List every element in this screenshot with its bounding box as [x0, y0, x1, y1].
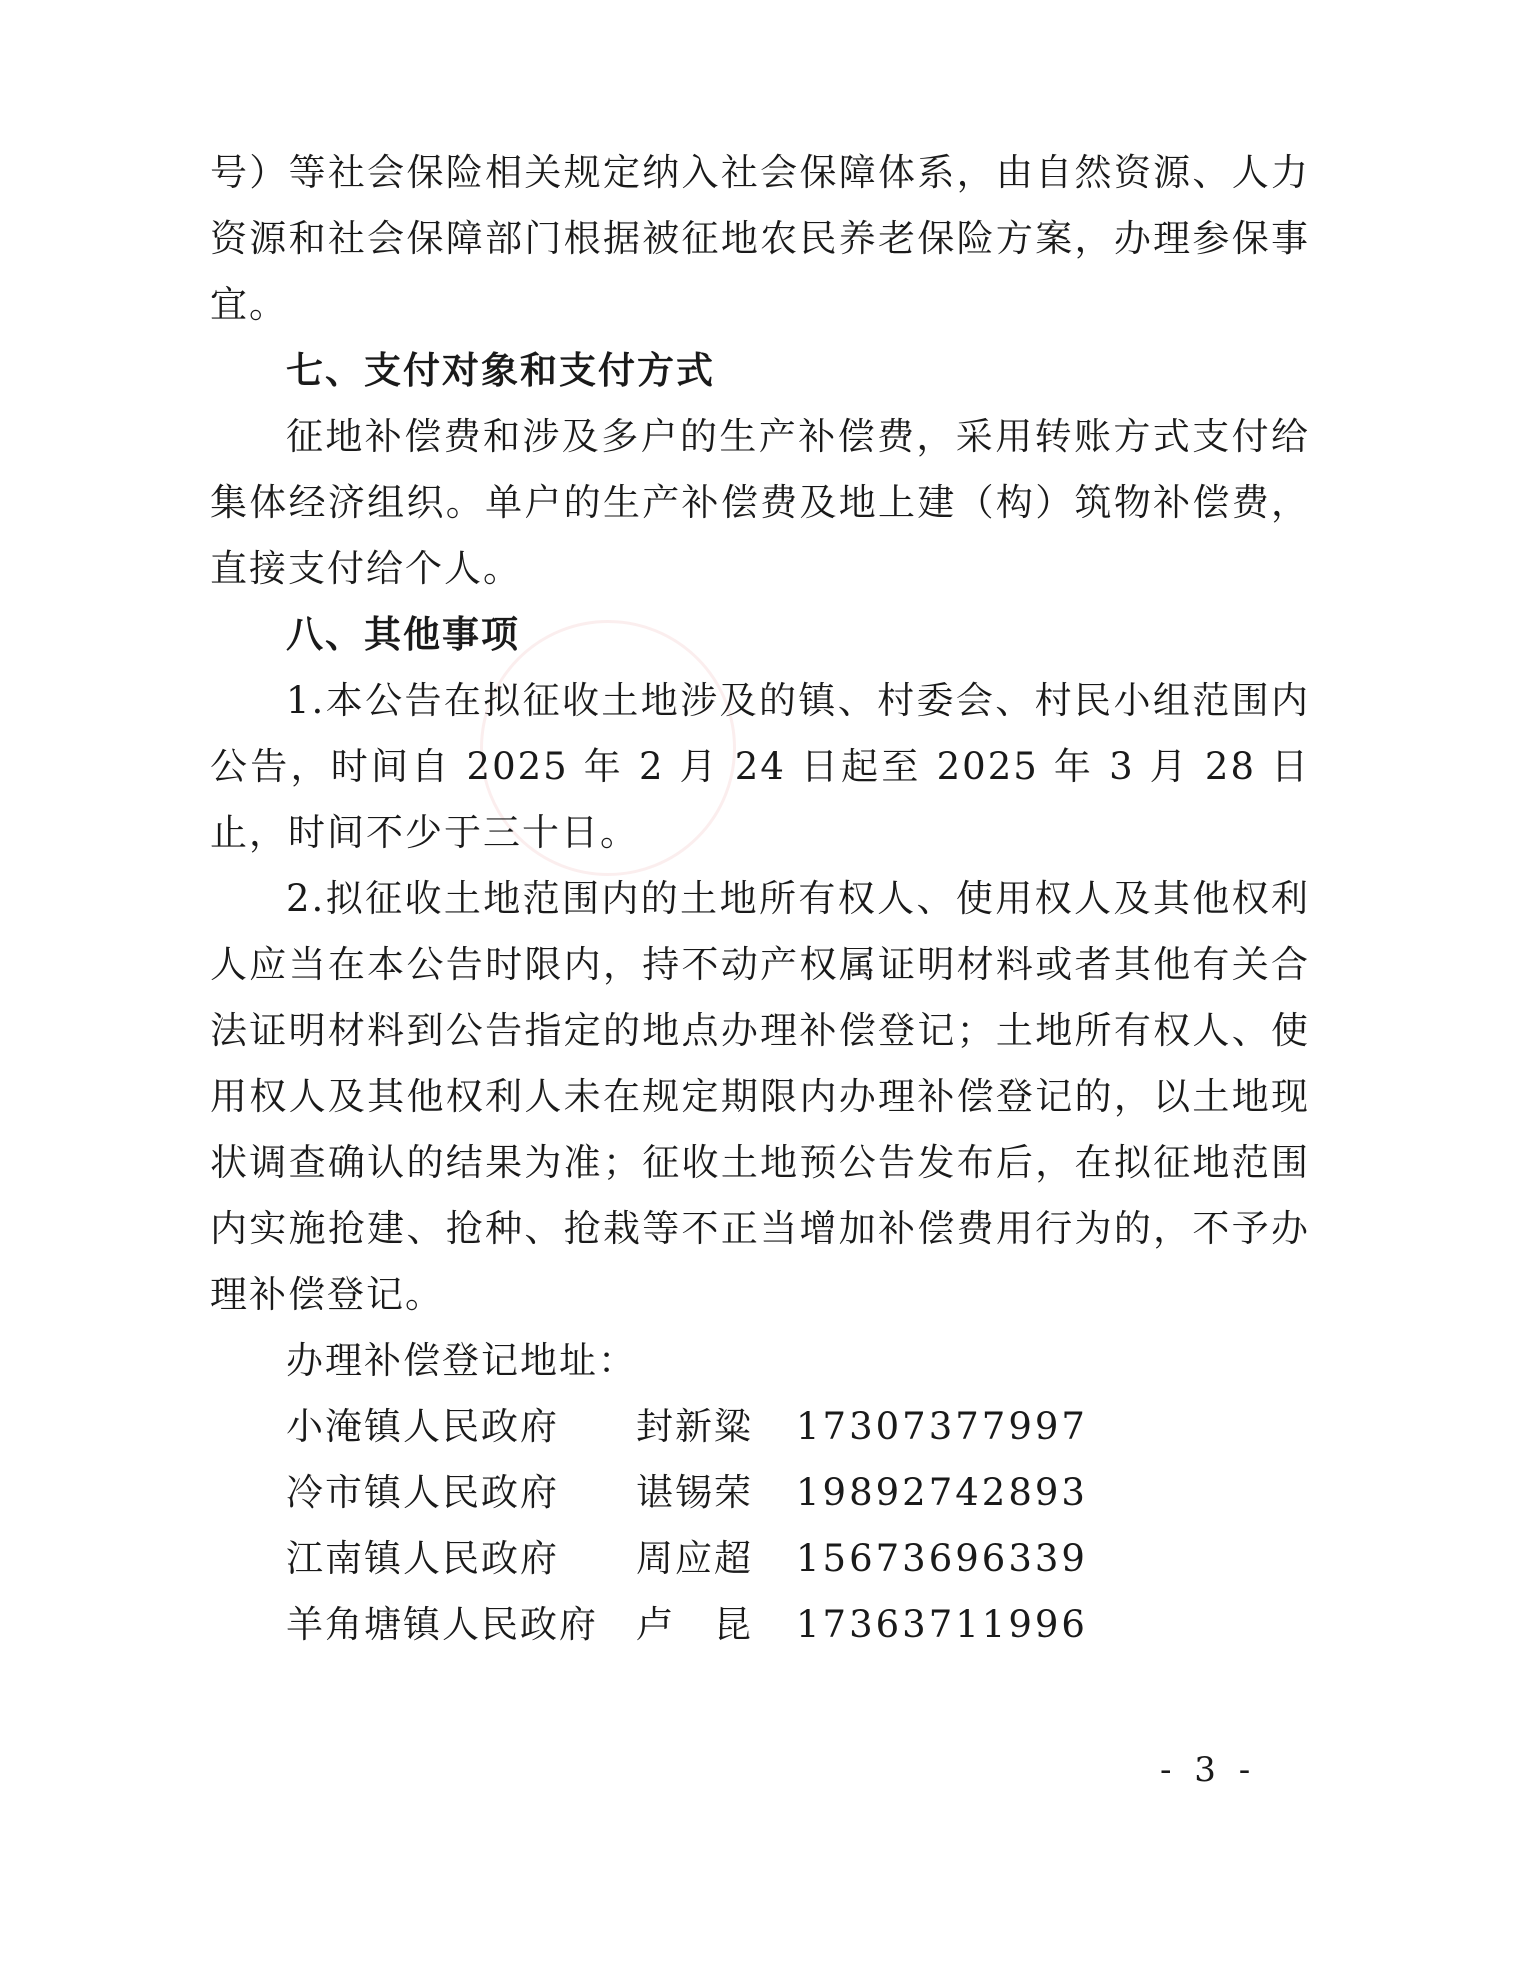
contact-phone: 19892742893 [796, 1471, 1088, 1514]
contact-row [286, 1460, 1310, 1526]
contact-org: 江南镇人民政府 [286, 1537, 559, 1580]
paragraph-item-1: 1.本公告在拟征收土地涉及的镇、村委会、村民小组范围内公告，时间自 2025 年 2 月 24 日起至 2025 年 3 月 28 日止，时间不少于三十日。 [210, 679, 1310, 854]
contact-name: 谌锡荣 [636, 1471, 753, 1514]
contact-row [286, 1526, 1310, 1592]
document-body [210, 140, 1310, 1658]
contact-org: 小淹镇人民政府 [286, 1405, 559, 1448]
contact-name: 封新粱 [636, 1405, 753, 1448]
contact-name: 卢 昆 [636, 1603, 753, 1646]
contact-row [286, 1592, 1310, 1658]
contact-row [286, 1394, 1310, 1460]
section-heading-other: 八、其他事项 [286, 613, 520, 656]
contact-phone: 15673696339 [796, 1537, 1088, 1580]
contact-org: 冷市镇人民政府 [286, 1471, 559, 1514]
contact-org: 羊角塘镇人民政府 [286, 1603, 598, 1646]
paragraph-payment: 征地补偿费和涉及多户的生产补偿费，采用转账方式支付给集体经济组织。单户的生产补偿费及地上建（构）筑物补偿费，直接支付给个人。 [210, 415, 1310, 590]
contact-list [210, 1394, 1310, 1658]
paragraph-item-2: 2.拟征收土地范围内的土地所有权人、使用权人及其他权利人应当在本公告时限内，持不动产权属证明材料或者其他有关合法证明材料到公告指定的地点办理补偿登记；土地所有权人、使用权人及其他权利人未在规定期限内办理补偿登记的，以土地现状调查确认的结果为准；征收土地预公告发布后，在拟征地范围内实施抢建、抢种、抢栽等不正当增加补偿费用行为的，不予办理补偿登记。 [210, 877, 1310, 1316]
page-number: - 3 - [1160, 1750, 1257, 1790]
contact-phone: 17307377997 [796, 1405, 1088, 1448]
paragraph-social-insurance: 号）等社会保险相关规定纳入社会保障体系，由自然资源、人力资源和社会保障部门根据被征地农民养老保险方案，办理参保事宜。 [210, 151, 1310, 326]
contact-name: 周应超 [636, 1537, 753, 1580]
contact-phone: 17363711996 [796, 1603, 1088, 1646]
section-heading-payment: 七、支付对象和支付方式 [286, 349, 715, 392]
address-label: 办理补偿登记地址： [286, 1339, 637, 1382]
